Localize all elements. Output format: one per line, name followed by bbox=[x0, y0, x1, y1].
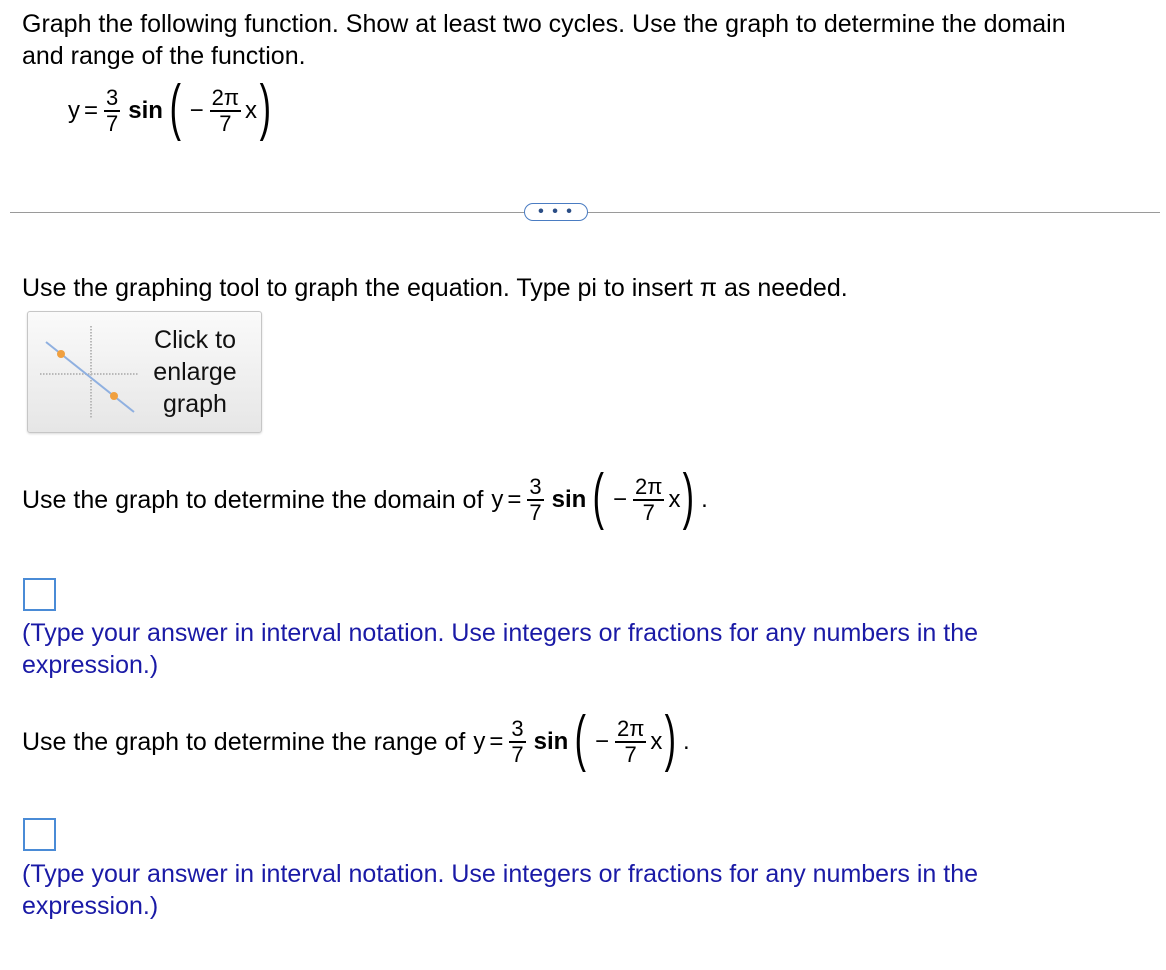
question-instruction-line1: Graph the following function. Show at least two cycles. Use the graph to determine the domain bbox=[22, 10, 1066, 38]
domain-argument-denominator: 7 bbox=[642, 500, 655, 525]
left-paren: ( bbox=[169, 73, 181, 142]
range-sine-function: sin bbox=[533, 728, 569, 755]
domain-equation bbox=[491, 462, 708, 531]
negative-sign: − bbox=[189, 97, 204, 124]
range-argument-numerator: 2π bbox=[616, 716, 645, 741]
sine-function: sin bbox=[128, 97, 163, 124]
right-paren: ) bbox=[259, 73, 272, 142]
equation-y: y bbox=[68, 97, 80, 124]
range-coefficient-denominator: 7 bbox=[511, 742, 524, 767]
enlarge-graph-label[interactable] bbox=[140, 324, 250, 420]
range-coefficient-numerator: 3 bbox=[511, 716, 524, 741]
domain-equation-equals: = bbox=[507, 486, 522, 513]
graph-thumbnail-icon bbox=[38, 324, 138, 420]
domain-hint-line2: expression.) bbox=[22, 651, 159, 679]
argument-fraction bbox=[210, 86, 241, 136]
range-hint-line1: (Type your answer in interval notation. Use integers or fractions for any numbers in the bbox=[22, 860, 979, 888]
enlarge-graph-label-line2: enlarge bbox=[153, 358, 237, 386]
domain-equation-variable: x bbox=[668, 486, 681, 513]
range-hint-line2: expression.) bbox=[22, 892, 159, 920]
domain-coefficient-fraction bbox=[527, 475, 543, 525]
range-prompt: Use the graph to determine the range of bbox=[22, 728, 466, 756]
domain-coefficient-numerator: 3 bbox=[529, 474, 542, 499]
domain-argument-fraction bbox=[633, 475, 664, 525]
range-answer-input[interactable] bbox=[23, 818, 56, 851]
domain-question bbox=[22, 462, 708, 531]
domain-equation-y: y bbox=[491, 486, 504, 513]
function-equation bbox=[68, 73, 274, 142]
domain-negative-sign: − bbox=[613, 486, 628, 513]
range-negative-sign: − bbox=[594, 728, 609, 755]
domain-argument-numerator: 2π bbox=[635, 474, 663, 499]
coefficient-numerator: 3 bbox=[106, 85, 119, 110]
argument-denominator: 7 bbox=[219, 111, 232, 136]
range-coefficient-fraction bbox=[509, 717, 525, 767]
range-question bbox=[22, 704, 690, 773]
range-equation-variable: x bbox=[650, 728, 663, 755]
coefficient-fraction bbox=[104, 86, 120, 136]
enlarge-graph-label-line3: graph bbox=[163, 390, 227, 418]
range-argument-denominator: 7 bbox=[624, 742, 637, 767]
range-equation-equals: = bbox=[489, 728, 504, 755]
range-equation bbox=[473, 704, 690, 773]
range-right-paren: ) bbox=[665, 704, 677, 773]
equation-variable: x bbox=[245, 97, 258, 124]
range-argument-fraction bbox=[615, 717, 646, 767]
range-left-paren: ( bbox=[574, 704, 587, 773]
domain-coefficient-denominator: 7 bbox=[529, 500, 542, 525]
range-equation-y: y bbox=[473, 728, 486, 755]
argument-numerator: 2π bbox=[211, 85, 240, 110]
enlarge-graph-label-line1: Click to bbox=[154, 326, 236, 354]
domain-period: . bbox=[701, 486, 708, 513]
range-period: . bbox=[683, 728, 690, 755]
domain-right-paren: ) bbox=[683, 462, 695, 531]
domain-answer-input[interactable] bbox=[23, 578, 56, 611]
show-more-button[interactable]: • • • bbox=[524, 203, 588, 221]
coefficient-denominator: 7 bbox=[106, 111, 119, 136]
enlarge-graph-button[interactable] bbox=[27, 311, 262, 433]
domain-prompt: Use the graph to determine the domain of bbox=[22, 486, 484, 514]
equation-equals: = bbox=[84, 97, 99, 124]
domain-left-paren: ( bbox=[592, 462, 605, 531]
domain-sine-function: sin bbox=[551, 486, 587, 513]
graphing-instruction: Use the graphing tool to graph the equation. Type pi to insert π as needed. bbox=[22, 274, 848, 302]
domain-hint-line1: (Type your answer in interval notation. Use integers or fractions for any numbers in the bbox=[22, 619, 979, 647]
question-instruction-line2: and range of the function. bbox=[22, 42, 306, 70]
